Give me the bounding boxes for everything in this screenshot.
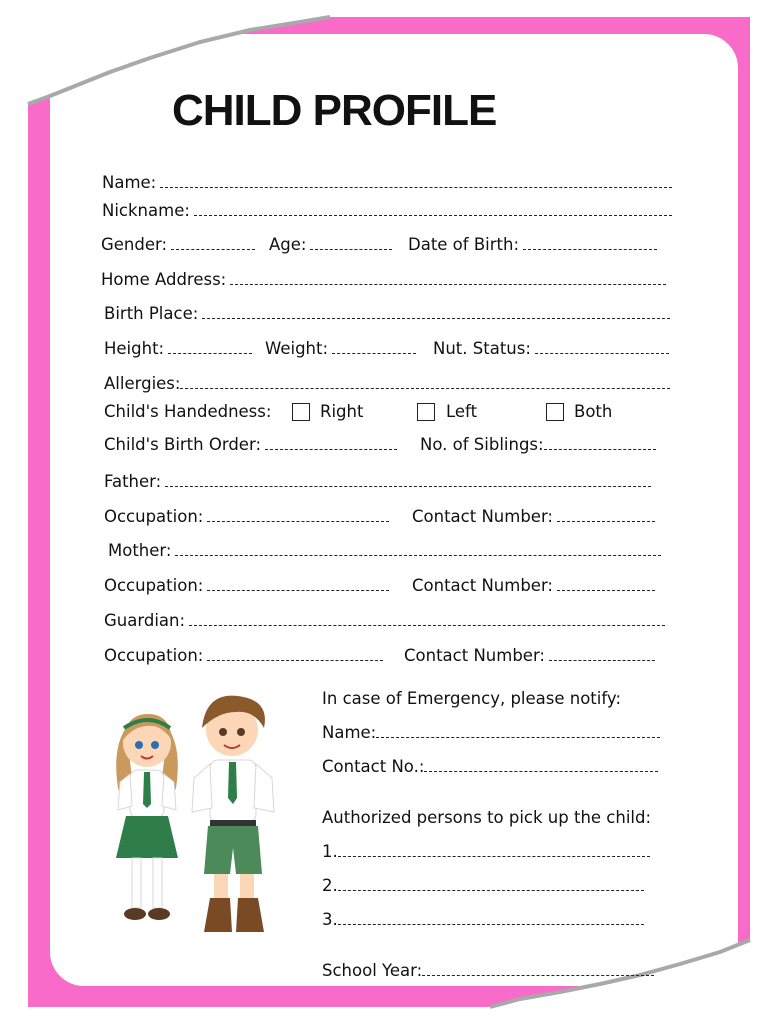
- name-label: Name:: [102, 173, 157, 192]
- handedness-label: Child's Handedness:: [104, 402, 272, 421]
- birth-place-row: [104, 304, 670, 323]
- father-label: Father:: [104, 472, 162, 491]
- pickup-item-3-label: 3.: [322, 910, 338, 929]
- pickup-item-3: [322, 910, 644, 929]
- height-field[interactable]: [168, 339, 252, 354]
- birth-order-row: [104, 435, 397, 454]
- dob-row: [408, 235, 657, 254]
- siblings-field[interactable]: [544, 435, 656, 450]
- pickup-item-2: [322, 876, 644, 895]
- mother-field[interactable]: [175, 541, 661, 556]
- guardian-occupation-label: Occupation:: [104, 646, 204, 665]
- gender-label: Gender:: [101, 235, 168, 254]
- nut-status-field[interactable]: [535, 339, 669, 354]
- allergies-row: [104, 374, 670, 393]
- boy-figure: [192, 696, 274, 932]
- pickup-item-1: [322, 842, 650, 861]
- pickup-heading: Authorized persons to pick up the child:: [322, 808, 652, 827]
- guardian-contact-field[interactable]: [549, 646, 655, 661]
- school-year-label: School Year:: [322, 961, 423, 980]
- father-contact-row: [412, 507, 655, 526]
- pickup-item-2-field[interactable]: [338, 876, 644, 891]
- age-field[interactable]: [310, 235, 392, 250]
- mother-label: Mother:: [108, 541, 172, 560]
- mother-occupation-row: [104, 576, 389, 595]
- height-row: [104, 339, 252, 358]
- guardian-contact-label: Contact Number:: [404, 646, 545, 665]
- pickup-item-2-label: 2.: [322, 876, 338, 895]
- handedness-right-checkbox[interactable]: [292, 403, 310, 421]
- handedness-right-label: Right: [320, 402, 364, 421]
- pickup-item-3-field[interactable]: [338, 910, 644, 925]
- pickup-item-1-field[interactable]: [338, 842, 650, 857]
- nickname-label: Nickname:: [102, 201, 190, 220]
- father-contact-label: Contact Number:: [412, 507, 553, 526]
- nut-status-label: Nut. Status:: [433, 339, 531, 358]
- home-address-label: Home Address:: [101, 270, 227, 289]
- home-address-field[interactable]: [230, 270, 666, 285]
- birth-order-field[interactable]: [265, 435, 397, 450]
- pickup-item-1-label: 1.: [322, 842, 338, 861]
- name-row: [102, 173, 672, 192]
- height-label: Height:: [104, 339, 165, 358]
- mother-row: [108, 541, 661, 560]
- gender-field[interactable]: [171, 235, 255, 250]
- page-title: CHILD PROFILE: [172, 86, 497, 135]
- mother-occupation-label: Occupation:: [104, 576, 204, 595]
- name-field[interactable]: [160, 173, 672, 188]
- allergies-field[interactable]: [180, 374, 670, 389]
- nickname-row: [102, 201, 672, 220]
- mother-occupation-field[interactable]: [207, 576, 389, 591]
- birth-place-label: Birth Place:: [104, 304, 199, 323]
- nut-status-row: [433, 339, 669, 358]
- emergency-contact-row: [322, 757, 658, 776]
- guardian-occupation-row: [104, 646, 383, 665]
- handedness-both-checkbox[interactable]: [546, 403, 564, 421]
- age-label: Age:: [269, 235, 307, 254]
- mother-contact-label: Contact Number:: [412, 576, 553, 595]
- birth-order-label: Child's Birth Order:: [104, 435, 262, 454]
- age-row: [269, 235, 392, 254]
- gender-row: [101, 235, 255, 254]
- emergency-contact-field[interactable]: [424, 757, 658, 772]
- dob-field[interactable]: [523, 235, 657, 250]
- father-occupation-field[interactable]: [207, 507, 389, 522]
- guardian-field[interactable]: [189, 611, 665, 626]
- mother-contact-row: [412, 576, 655, 595]
- girl-figure: [116, 714, 178, 920]
- home-address-row: [101, 270, 666, 289]
- birth-place-field[interactable]: [202, 304, 670, 319]
- handedness-left-checkbox[interactable]: [417, 403, 435, 421]
- mother-contact-field[interactable]: [557, 576, 655, 591]
- school-year-field[interactable]: [422, 961, 654, 976]
- father-field[interactable]: [165, 472, 651, 487]
- dob-label: Date of Birth:: [408, 235, 520, 254]
- guardian-row: [104, 611, 665, 630]
- guardian-occupation-field[interactable]: [207, 646, 383, 661]
- weight-label: Weight:: [265, 339, 329, 358]
- father-contact-field[interactable]: [557, 507, 655, 522]
- emergency-name-field[interactable]: [376, 723, 660, 738]
- weight-row: [265, 339, 416, 358]
- siblings-label: No. of Siblings:: [420, 435, 544, 454]
- emergency-name-label: Name:: [322, 723, 377, 742]
- guardian-label: Guardian:: [104, 611, 186, 630]
- emergency-name-row: [322, 723, 660, 742]
- allergies-label: Allergies:: [104, 374, 181, 393]
- father-occupation-label: Occupation:: [104, 507, 204, 526]
- school-year-row: [322, 961, 654, 980]
- weight-field[interactable]: [332, 339, 416, 354]
- handedness-both-label: Both: [574, 402, 613, 421]
- emergency-heading: In case of Emergency, please notify:: [322, 689, 622, 708]
- nickname-field[interactable]: [194, 201, 672, 216]
- father-row: [104, 472, 651, 491]
- guardian-contact-row: [404, 646, 655, 665]
- children-illustration: [98, 688, 288, 943]
- emergency-contact-label: Contact No.:: [322, 757, 425, 776]
- father-occupation-row: [104, 507, 389, 526]
- siblings-row: [420, 435, 656, 454]
- handedness-left-label: Left: [446, 402, 478, 421]
